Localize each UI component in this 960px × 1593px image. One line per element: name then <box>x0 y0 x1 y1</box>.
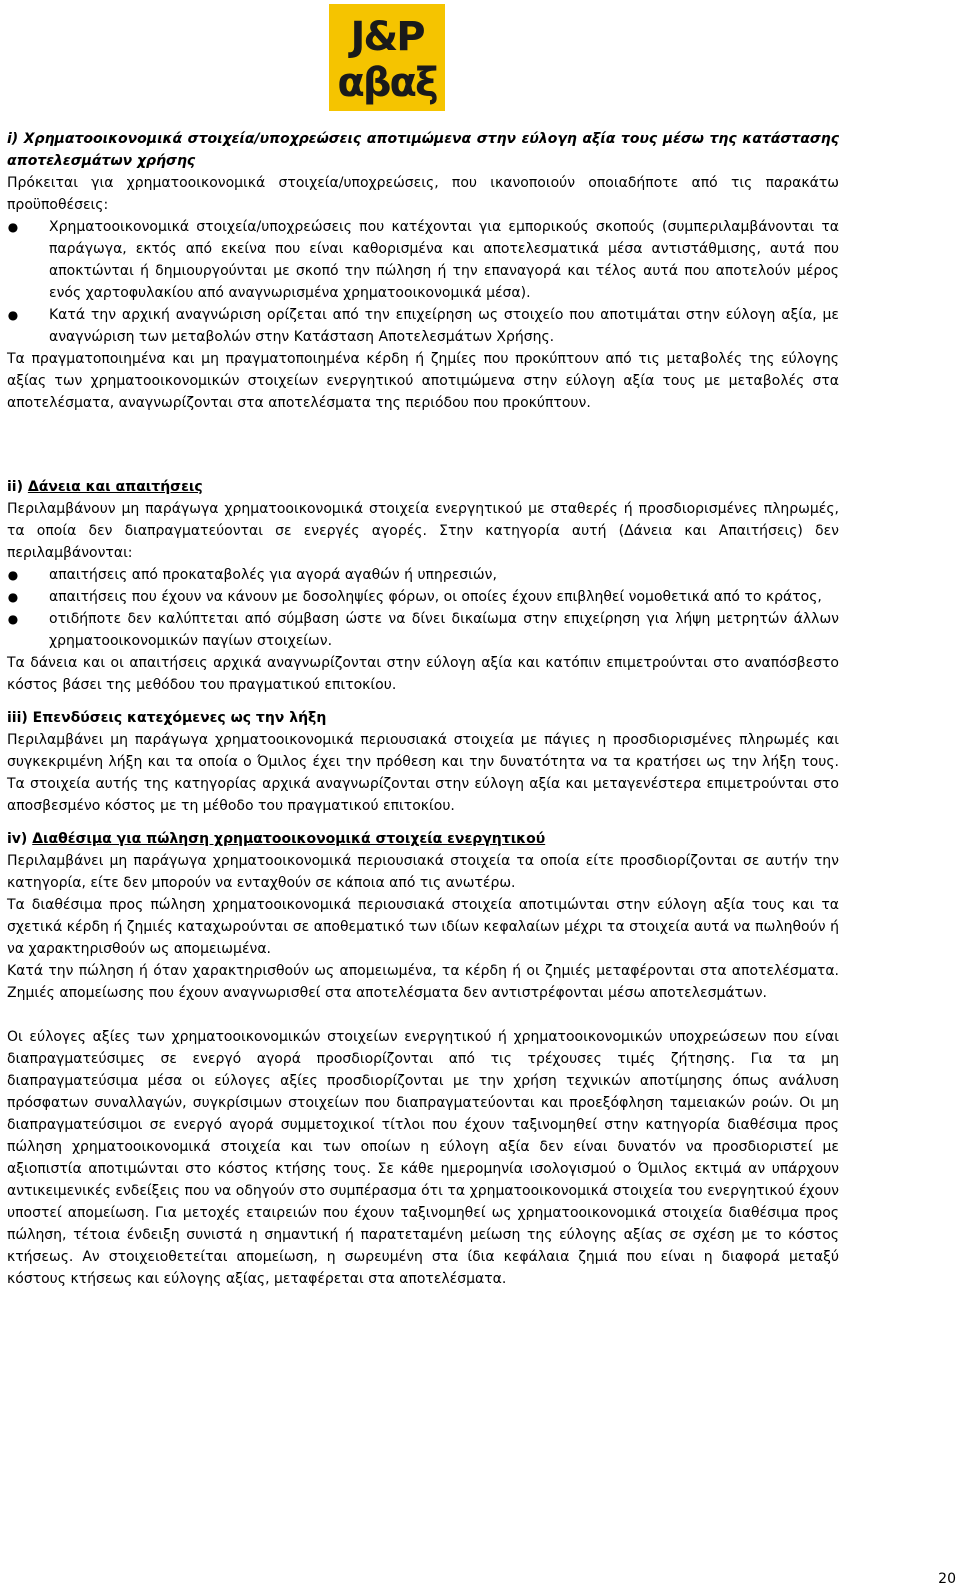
jp-avax-logo <box>329 4 445 111</box>
section-iv-paragraph: Περιλαμβάνει μη παράγωγα χρηματοοικονομικά περιουσιακά στοιχεία τα οποία είτε προσδιορίζονται σε αυτήν την κατηγορία, είτε δεν μπορούν να ενταχθούν σε κάποια από τις ανωτέρω. <box>7 853 839 891</box>
list-item <box>7 304 839 348</box>
list-item <box>7 216 839 304</box>
page-number: 20 <box>938 1571 956 1587</box>
section-i-bullet-list <box>7 216 839 348</box>
bullet-icon: ● <box>7 612 19 626</box>
list-item-text: οτιδήποτε δεν καλύπτεται από σύμβαση ώστε να δίνει δικαίωμα στην επιχείρηση για λήψη μετρητών άλλων χρηματοοικονομικών παγίων στοιχείων. <box>49 611 839 649</box>
bullet-icon: ● <box>7 308 19 322</box>
section-ii-intro: Περιλαμβάνουν μη παράγωγα χρηματοοικονομικά στοιχεία ενεργητικού με σταθερές ή προσδιορισμένες πληρωμές, τα οποία δεν διαπραγματεύονται σε ενεργές αγορές. Στην κατηγορία αυτή (Δάνεια και Απαιτήσεις) δεν περιλαμβάνονται: <box>7 501 839 561</box>
logo-text-bottom: αβαξ <box>337 60 437 106</box>
section-iv-paragraph: Τα διαθέσιμα προς πώληση χρηματοοικονομικά περιουσιακά στοιχεία αποτιμώνται στην εύλογη αξία τους και τα σχετικά κέρδη ή ζημιές καταχωρούνται σε αποθεματικό των ιδίων κεφαλαίων μέχρι τα στοιχεία αυτά να πωληθούν ή να χαρακτηρισθούν ως απομειωμένα. <box>7 897 839 957</box>
document-body <box>7 128 839 1290</box>
list-item-text: Χρηματοοικονομικά στοιχεία/υποχρεώσεις που κατέχονται για εμπορικούς σκοπούς (συμπεριλαμβάνονται τα παράγωγα, εκτός από εκείνα που είναι καθορισμένα και αποτελεσματικά μέσα αντιστάθμισης, αυτά που αποκτώνται ή δημιουργούνται με σκοπό την πώληση ή την επαναγορά και τέλος αυτά που αποτελούν μέρος ενός χαρτοφυλακίου από αναγνωρισμένα χρηματοοικονομικά μέσα). <box>49 219 839 301</box>
logo-text-top: J&P <box>350 14 424 60</box>
section-ii-bullet-list <box>7 564 839 652</box>
fair-value-paragraph: Οι εύλογες αξίες των χρηματοοικονομικών στοιχείων ενεργητικού ή χρηματοοικονομικών υποχρεώσεων που είναι διαπραγματεύσιμες σε ενεργό αγορά προσδιορίζονται από τις τρέχουσες τιμές ζήτησης. Για τα μη διαπραγματεύσιμα μέσα οι εύλογες αξίες προσδιορίζονται με την χρήση τεχνικών αποτίμησης όπως ανάλυση πρόσφατων συναλλαγών, συγκρίσιμων στοιχείων που διαπραγματεύονται και προεξόφληση ταμειακών ροών. Οι μη διαπραγματεύσιμοι σε ενεργό αγορά συμμετοχικοί τίτλοι που έχουν ταξινομηθεί στην κατηγορία διαθέσιμα προς πώληση χρηματοοικονομικά στοιχεία και των οποίων η εύλογη αξία δεν είναι δυνατόν να προσδιοριστεί με αξιοπιστία αποτιμώνται στο κόστος κτήσης τους. Σε κάθε ημερομηνία ισολογισμού ο Όμιλος εκτιμά αν υπάρχουν αντικειμενικές ενδείξεις που να οδηγούν στο συμπέρασμα ότι τα χρηματοοικονομικά στοιχεία του ενεργητικού έχουν υποστεί απομείωση. Για μετοχές εταιρειών που έχουν ταξινομηθεί ως χρηματοοικονομικά στοιχεία διαθέσιμα προς πώληση, τέτοια ένδειξη συνιστά η σημαντική ή παρατεταμένη μείωση της εύλογης αξίας σε σχέση με το κόστος κτήσεως. Αν στοιχειοθετείται απομείωση, η σωρευμένη στα ίδια κεφάλαια ζημιά που είναι η διαφορά μεταξύ κόστους κτήσεως και εύλογης αξίας, μεταφέρεται στα αποτελέσματα. <box>7 1029 839 1287</box>
list-item <box>7 564 839 586</box>
list-item <box>7 608 839 652</box>
section-i-intro: Πρόκειται για χρηματοοικονομικά στοιχεία/υποχρεώσεις, που ικανοποιούν οποιαδήποτε από τις παρακάτω προϋποθέσεις: <box>7 175 839 213</box>
section-i-closing: Τα πραγματοποιημένα και μη πραγματοποιημένα κέρδη ή ζημίες που προκύπτουν από τις μεταβολές της εύλογης αξίας των χρηματοοικονομικών στοιχείων ενεργητικού αποτιμώμενα στην εύλογη αξία τους με μεταβολές στα αποτελέσματα, αναγνωρίζονται στα αποτελέσματα της περιόδου που προκύπτουν. <box>7 351 839 411</box>
section-iv-paragraph: Κατά την πώληση ή όταν χαρακτηρισθούν ως απομειωμένα, τα κέρδη ή οι ζημιές μεταφέρονται στα αποτελέσματα. Ζημιές απομείωσης που έχουν αναγνωρισθεί στα αποτελέσματα δεν αντιστρέφονται μέσω αποτελεσμάτων. <box>7 963 839 1001</box>
list-item <box>7 586 839 608</box>
section-ii-title-prefix: ii) <box>7 479 28 495</box>
section-iii-body: Περιλαμβάνει μη παράγωγα χρηματοοικονομικά περιουσιακά στοιχεία με πάγιες η προσδιορισμένες πληρωμές και συγκεκριμένη λήξη και τα οποία ο Όμιλος έχει την πρόθεση και την δυνατότητα να τα κρατήσει ως την λήξη τους. Τα στοιχεία αυτής της κατηγορίας αρχικά αναγνωρίζονται στην εύλογη αξία και μεταγενέστερα επιμετρούνται στο αποσβεσμένο κόστος με τη μέθοδο του πραγματικού επιτοκίου. <box>7 732 839 814</box>
list-item-text: Κατά την αρχική αναγνώριση ορίζεται από την επιχείρηση ως στοιχείο που αποτιμάται στην εύλογη αξία, με αναγνώριση των μεταβολών στην Κατάσταση Αποτελεσμάτων Χρήσης. <box>49 307 839 345</box>
section-ii-title <box>7 476 839 498</box>
list-item-text: απαιτήσεις που έχουν να κάνουν με δοσοληψίες φόρων, οι οποίες έχουν επιβληθεί νομοθετικά από το κράτος, <box>49 589 822 605</box>
bullet-icon: ● <box>7 220 19 234</box>
bullet-icon: ● <box>7 568 19 582</box>
bullet-icon: ● <box>7 590 19 604</box>
section-iv-title-prefix: iv) <box>7 831 33 847</box>
list-item-text: απαιτήσεις από προκαταβολές για αγορά αγαθών ή υπηρεσιών, <box>49 567 497 583</box>
section-iii-title: iii) Επενδύσεις κατεχόμενες ως την λήξη <box>7 710 327 726</box>
section-ii-closing: Τα δάνεια και οι απαιτήσεις αρχικά αναγνωρίζονται στην εύλογη αξία και κατόπιν επιμετρούνται στο αναπόσβεστο κόστος βάσει της μεθόδου του πραγματικού επιτοκίου. <box>7 655 839 693</box>
section-ii-title-text: Δάνεια και απαιτήσεις <box>27 479 203 495</box>
section-iv-title-text: Διαθέσιμα για πώληση χρηματοοικονομικά στοιχεία ενεργητικού <box>32 831 546 847</box>
section-iv-title <box>7 828 839 850</box>
section-i-title: i) Χρηματοοικονομικά στοιχεία/υποχρεώσεις αποτιμώμενα στην εύλογη αξία τους μέσω της κατάστασης αποτελεσμάτων χρήσης <box>7 131 839 169</box>
